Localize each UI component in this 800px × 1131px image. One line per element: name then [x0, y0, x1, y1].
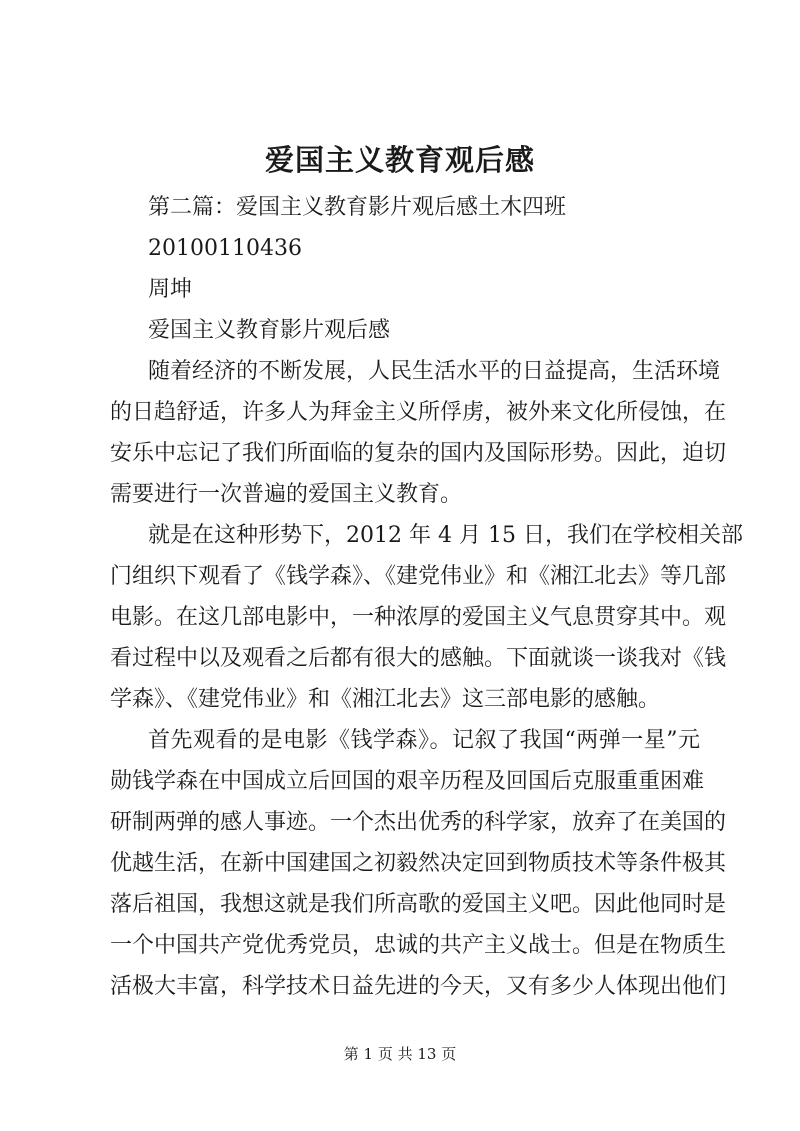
paragraph-line: 首先观看的是电影《钱学森》。记叙了我国“两弹一星”元 [148, 728, 700, 753]
paragraph-line: 落后祖国，我想这就是我们所高歌的爱国主义吧。因此他同时是 [110, 892, 727, 917]
paragraph-line: 需要进行一次普遍的爱国主义教育。 [110, 482, 463, 507]
document-title: 爱国主义教育观后感 [264, 143, 535, 177]
paragraph-line: 勋钱学森在中国成立后回国的艰辛历程及回国后克服重重困难 [110, 769, 705, 794]
paragraph-line: 随着经济的不断发展，人民生活水平的日益提高，生活环境 [148, 359, 721, 384]
page-number-footer: 第 1 页 共 13 页 [343, 1045, 457, 1063]
paragraph-line: 电影。在这几部电影中，一种浓厚的爱国主义气息贯穿其中。观 [110, 605, 727, 630]
section-heading: 爱国主义教育影片观后感 [148, 318, 391, 343]
paragraph-line: 一个中国共产党优秀党员，忠诚的共产主义战士。但是在物质生 [110, 933, 727, 958]
paragraph-line: 安乐中忘记了我们所面临的复杂的国内及国际形势。因此，迫切 [110, 441, 727, 466]
paragraph-line: 看过程中以及观看之后都有很大的感触。下面就谈一谈我对《钱 [110, 646, 727, 671]
paragraph-line: 门组织下观看了《钱学森》、《建党伟业》和《湘江北去》等几部 [110, 564, 727, 589]
document-subtitle: 第二篇：爱国主义教育影片观后感土木四班 [148, 195, 567, 220]
paragraph-line: 学森》、《建党伟业》和《湘江北去》这三部电影的感触。 [110, 687, 661, 712]
paragraph-line: 活极大丰富，科学技术日益先进的今天，又有多少人体现出他们 [110, 974, 727, 999]
paragraph-line: 优越生活，在新中国建国之初毅然决定回到物质技术等条件极其 [110, 851, 727, 876]
student-id: 20100110436 [148, 236, 302, 261]
paragraph-line: 的日趋舒适，许多人为拜金主义所俘虏，被外来文化所侵蚀，在 [110, 400, 727, 425]
author-name: 周坤 [148, 277, 193, 302]
paragraph-line: 就是在这种形势下，2012 年 4 月 15 日，我们在学校相关部 [148, 523, 743, 548]
paragraph-line: 研制两弹的感人事迹。一个杰出优秀的科学家，放弃了在美国的 [110, 810, 727, 835]
